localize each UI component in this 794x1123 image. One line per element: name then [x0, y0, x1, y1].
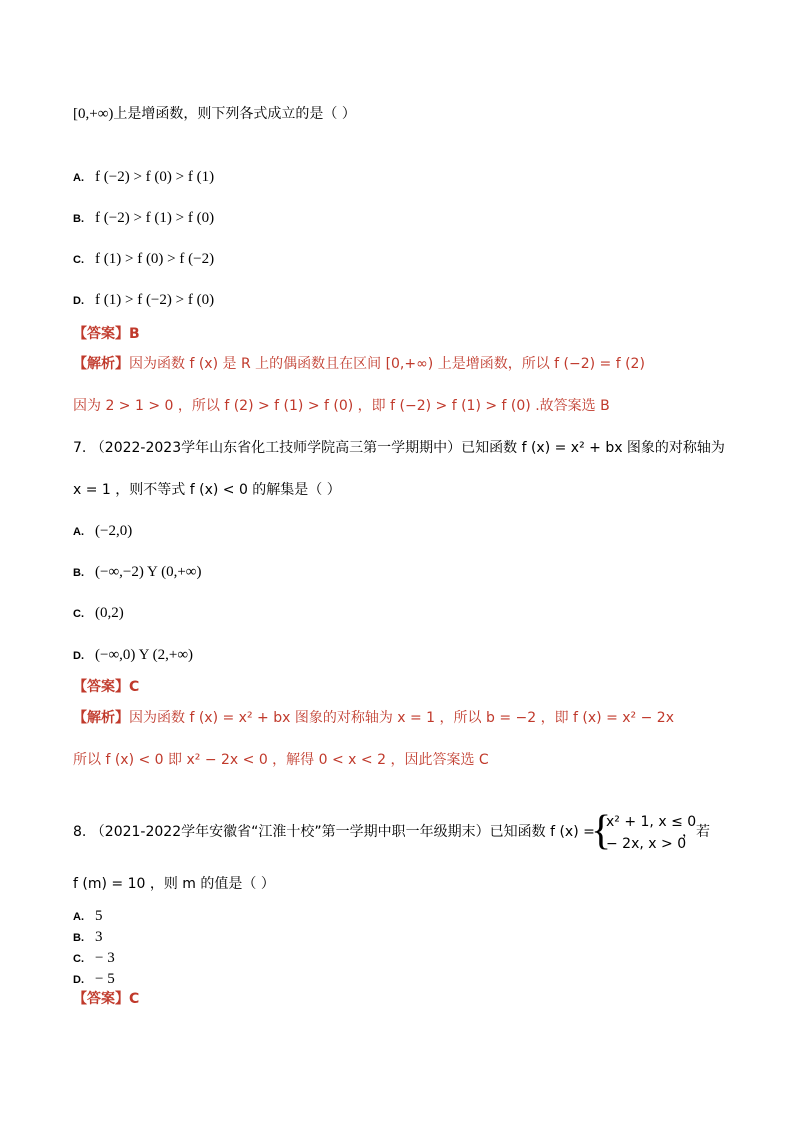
piece-2: − 2x, x > 0 [606, 836, 687, 852]
option-text: (−∞,−2) Y (0,+∞) [95, 564, 202, 580]
option-label: D. [73, 974, 84, 986]
option-text: 5 [95, 908, 103, 924]
option-text: − 5 [95, 971, 115, 987]
option-label: C. [73, 608, 84, 620]
option-label: A. [73, 526, 84, 538]
q7-option-c [73, 603, 124, 624]
q6-analysis-line1 [73, 354, 645, 374]
q6-option-c [73, 249, 214, 270]
option-label: A. [73, 911, 84, 923]
piecewise-brace: { [591, 808, 612, 854]
analysis-tag: 【解析】 [73, 710, 129, 726]
piece-1: x² + 1, x ≤ 0 [606, 814, 697, 830]
q6-analysis-line2: 因为 2 > 1 > 0 ，所以 f (2) > f (1) > f (0) ，即 f (−2) > f (1) > f (0) .故答案选 B [73, 398, 610, 414]
analysis-text: 因为函数 f (x) 是 R 上的偶函数且在区间 [0,+∞) 上是增函数，所以 f (−2) = f (2) [129, 356, 645, 372]
q8-answer [73, 989, 139, 1009]
q8-stem-line1: 8. （2021-2022学年安徽省“江淮十校”第一学期中职一年级期末）已知函数 f (x) = [73, 824, 595, 840]
option-text: f (1) > f (−2) > f (0) [95, 292, 215, 308]
option-text: (−∞,0) Y (2,+∞) [95, 647, 194, 663]
option-text: f (1) > f (0) > f (−2) [95, 251, 215, 267]
q7-stem-line1: 7. （2022-2023学年山东省化工技师学院高三第一学期期中）已知函数 f (x) = x² + bx 图象的对称轴为 [73, 440, 725, 456]
analysis-text: 因为函数 f (x) = x² + bx 图象的对称轴为 x = 1 ，所以 b = −2 ，即 f (x) = x² − 2x [129, 710, 674, 726]
q8-option-b [73, 927, 103, 948]
q6-answer [73, 324, 140, 344]
q7-option-b [73, 562, 201, 583]
option-label: C. [73, 254, 84, 266]
analysis-tag: 【解析】 [73, 356, 129, 372]
q7-answer [73, 677, 139, 697]
q7-analysis-line1 [73, 708, 674, 728]
option-text: (0,2) [95, 605, 124, 621]
q6-option-a [73, 167, 214, 188]
q7-option-d [73, 645, 193, 666]
q8-option-c [73, 948, 115, 969]
answer-tag: 【答案】 [73, 326, 129, 342]
q6-option-b [73, 208, 214, 229]
answer-tag: 【答案】 [73, 679, 129, 695]
q7-stem-line2: x = 1 ，则不等式 f (x) < 0 的解集是（ ） [73, 482, 341, 498]
q7-analysis-line2: 所以 f (x) < 0 即 x² − 2x < 0 ，解得 0 < x < 2 ，因此答案选 C [73, 752, 489, 768]
answer-tag: 【答案】 [73, 991, 129, 1007]
option-label: D. [73, 650, 84, 662]
option-label: B. [73, 567, 84, 579]
option-label: C. [73, 953, 84, 965]
answer-value: C [129, 679, 140, 695]
interval: [0,+∞) [73, 106, 114, 122]
q8-option-a [73, 906, 103, 927]
option-text: f (−2) > f (0) > f (1) [95, 169, 215, 185]
option-text: 3 [95, 929, 103, 945]
option-text: − 3 [95, 950, 115, 966]
answer-value: B [129, 326, 140, 342]
option-label: B. [73, 213, 84, 225]
q6-option-d [73, 290, 214, 311]
option-label: D. [73, 295, 84, 307]
intro-line [73, 104, 356, 124]
intro-text: 上是增函数，则下列各式成立的是（ ） [113, 106, 356, 122]
q8-option-d [73, 969, 115, 990]
q7-option-a [73, 521, 132, 542]
option-label: A. [73, 172, 84, 184]
option-text: f (−2) > f (1) > f (0) [95, 210, 215, 226]
q8-stem-line2: f (m) = 10 ，则 m 的值是（ ） [73, 876, 275, 892]
option-label: B. [73, 932, 84, 944]
option-text: (−2,0) [95, 523, 133, 539]
answer-value: C [129, 991, 140, 1007]
after-piece: ，若 [682, 824, 710, 840]
